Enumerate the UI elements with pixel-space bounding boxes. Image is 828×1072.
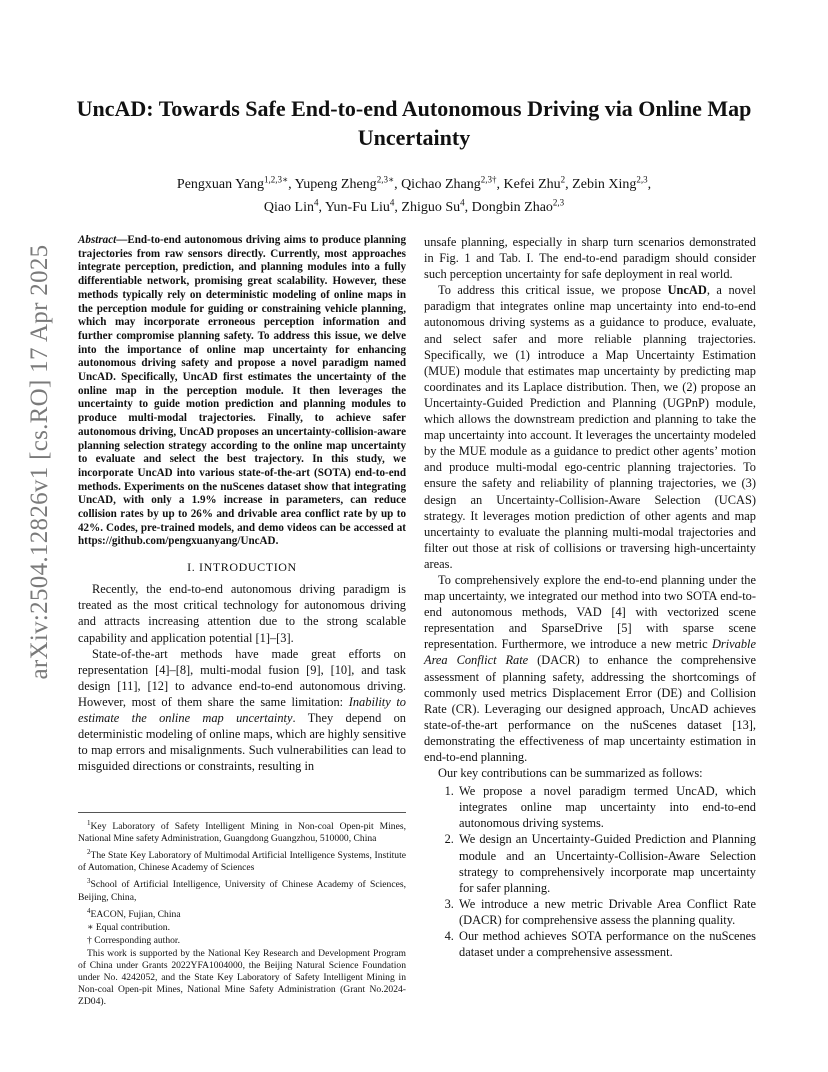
- author: Dongbin Zhao$^{2,3}$: [471, 197, 565, 216]
- author: Zebin Xing$^{2,3}$,: [572, 174, 652, 192]
- funding-note: This work is supported by the National Key Research and Development Program of China under Grants 2022YFA1004000, the Beijing Natural Science Foundation under No. 4242052, and the State Key Laboratory of Safety Intelligent Mining in Non-coal Open-pit Mines, National Mine Safety Administration (Grant No.2024-ZD04).: [78, 947, 406, 1007]
- author: Kefei Zhu$^2$,: [503, 174, 573, 192]
- footnote: $^3$School of Artificial Intelligence, University of Chinese Academy of Sciences, Beijing, China,: [78, 877, 406, 903]
- list-item: 4. Our method achieves SOTA performance on the nuScenes dataset under a comprehensive assessment.: [457, 928, 756, 960]
- abstract-text: End-to-end autonomous driving aims to produce planning trajectories from raw sensors directly. Currently, most approaches integrate perception, prediction, and planning modules into a fully differentiable network, promising great scalability. However, these methods typically rely on deterministic modeling of online maps in the perception module for guiding or constraining vehicle planning, which may incorporate erroneous perception information and further compromise planning safety. To address this issue, we delve into the importance of online map uncertainty for enhancing autonomous driving safety and propose a novel paradigm named UncAD. Specifically, UncAD first estimates the uncertainty of the online map in the perception module. It then leverages the uncertainty to guide motion prediction and planning modules to produce multi-modal trajectories. Finally, to achieve safer autonomous driving, UncAD proposes an uncertainty-collision-aware planning selection strategy according to the online map uncertainty to evaluate and select the best trajectory. In this study, we incorporate UncAD into various state-of-the-art (SOTA) end-to-end methods. Experiments on the nuScenes dataset show that integrating UncAD, with only a 1.9% increase in parameters, can reduce collision rates by up to 26% and drivable area conflict rate by up to 42%. Codes, pre-trained models, and demo videos can be accessed at https://github.com/pengxuanyang/UncAD.: [78, 234, 406, 548]
- contributions-lead: Our key contributions can be summarized as follows:: [438, 766, 703, 781]
- abstract-label: Abstract: [78, 234, 117, 246]
- author-list: [90, 170, 738, 217]
- abstract: Abstract—End-to-end autonomous driving aims to produce planning trajectories from raw sensors directly. Currently, most approaches integrate perception, prediction, and planning modules into a fully differentiable network, promising great scalability. However, these methods typically rely on deterministic modeling of online maps in the perception module for guiding or constraining vehicle planning, which may incorporate erroneous perception information and further compromise planning safety. To address this issue, we delve into the importance of online map uncertainty for enhancing autonomous driving safety and propose a novel paradigm named UncAD. Specifically, UncAD first estimates the uncertainty of the online map in the perception module. It then leverages the uncertainty to guide motion prediction and planning modules to produce multi-modal trajectories. Finally, to achieve safer autonomous driving, UncAD proposes an uncertainty-collision-aware planning selection strategy according to the online map uncertainty to evaluate and select the best trajectory. In this study, we incorporate UncAD into various state-of-the-art (SOTA) end-to-end methods. Experiments on the nuScenes dataset show that integrating UncAD, with only a 1.9% increase in parameters, can reduce collision rates by up to 26% and drivable area conflict rate by up to 42%. Codes, pre-trained models, and demo videos can be accessed at https://github.com/pengxuanyang/UncAD.: [78, 234, 406, 548]
- paper-title: UncAD: Towards Safe End-to-end Autonomous Driving via Online Map Uncertainty: [76, 96, 752, 150]
- intro-paragraph-3: To address this critical issue, we propose UncAD, a novel paradigm that integrates online map uncertainty into end-to-end autonomous driving systems as a guidance to produce, evaluate, and select safer and more reliable planning trajectories. Specifically, we (1) introduce a Map Uncertainty Estimation (MUE) module that estimates map uncertainty by predicting map coordinates and its Laplace distribution. Then, we (2) propose an Uncertainty-Guided Prediction and Planning (UGPnP) module, which allows the downstream prediction and planning to take the map uncertainty into account. It leverages the uncertainty modeled by the MUE module as a guidance to predict other agents’ motion and produce multi-modal ego-centric planning trajectories. To ensure the safety and reliability of planning trajectories, we (3) design an Uncertainty-Collision-Aware Selection (UCAS) strategy. It leverages motion prediction of other agents and map uncertainty to evaluate the planning multi-modal trajectories and filter out those at risk of collisions or traversing high-uncertainty areas.: [424, 283, 756, 571]
- intro-paragraph-1: Recently, the end-to-end autonomous driving paradigm is treated as the most critical technology for autonomous driving and attracts increasing attention due to the strong scalable capability and application potential [1]–[3].: [78, 582, 406, 645]
- footnote: $^2$The State Key Laboratory of Multimodal Artificial Intelligence Systems, Institute of Automation, Chinese Academy of Sciences: [78, 848, 406, 874]
- arxiv-id-text: arXiv:2504.12826v1 [cs.RO] 17 Apr 2025: [26, 244, 53, 680]
- author: Zhiguo Su$^4$,: [401, 197, 472, 216]
- footnote: † Corresponding author.: [87, 934, 180, 946]
- author: Qiao Lin$^4$,: [263, 197, 325, 216]
- author: Pengxuan Yang$^{1,2,3∗}$,: [176, 174, 295, 192]
- intro-paragraph-2-cont: unsafe planning, especially in sharp turn scenarios demonstrated in Fig. 1 and Tab. I. The end-to-end paradigm should consider such perception uncertainty for safe deployment in real world.: [424, 235, 756, 282]
- footnote: $^4$EACON, Fujian, China: [87, 906, 181, 920]
- footnotes: [78, 812, 406, 1009]
- list-item: 2. We design an Uncertainty-Guided Prediction and Planning module and an Uncertainty-Collision-Aware Selection strategy to comprehensively incorporate map uncertainty for safer planning.: [457, 831, 756, 895]
- list-item: 3. We introduce a new metric Drivable Area Conflict Rate (DACR) for comprehensive assess the planning quality.: [457, 896, 756, 928]
- contributions-list: [424, 783, 756, 960]
- author: Qichao Zhang$^{2,3\dagger}$,: [401, 174, 504, 192]
- section-heading-introduction: I. INTRODUCTION: [187, 560, 297, 575]
- footnote: $^1$Key Laboratory of Safety Intelligent Mining in Non-coal Open-pit Mines, National Mine safety Administration, Guangdong Guangzhou, 510000, China: [78, 819, 406, 845]
- intro-paragraph-2: State-of-the-art methods have made great efforts on representation [4]–[8], multi-modal fusion [9], [10], and task design [11], [12] to advance end-to-end autonomous driving. However, most of them share the same limitation: Inability to estimate the online map uncertainty. They depend on deterministic modeling of online maps, which are highly sensitive to map errors and misalignments. Such vulnerabilities can lead to misguided directions or constraints, resulting in: [78, 646, 406, 774]
- left-column: [78, 234, 406, 774]
- author: Yupeng Zheng$^{2,3∗}$,: [294, 174, 402, 192]
- right-column: [424, 234, 756, 960]
- footnote: ∗ Equal contribution.: [87, 921, 171, 933]
- intro-paragraph-4: To comprehensively explore the end-to-end planning under the map uncertainty, we integrated our method into two SOTA end-to-end autonomous methods, VAD [4] with vectorized scene representation and SparseDrive [5] with sparse scene representation. Furthermore, we introduce a new metric Drivable Area Conflict Rate (DACR) to enhance the comprehensive assessment of planning safety, addressing the shortcomings of commonly used metrics Displacement Error (DE) and Collision Rate (CR). Leveraging our designed approach, UncAD achieves state-of-the-art performance on the nuScenes dataset [13], demonstrating the effectiveness of map uncertainty estimation in end-to-end planning.: [424, 572, 756, 764]
- list-item: 1. We propose a novel paradigm termed UncAD, which integrates online map uncertainty into end-to-end autonomous driving systems.: [457, 783, 756, 831]
- author: Yun-Fu Liu$^4$,: [324, 197, 402, 216]
